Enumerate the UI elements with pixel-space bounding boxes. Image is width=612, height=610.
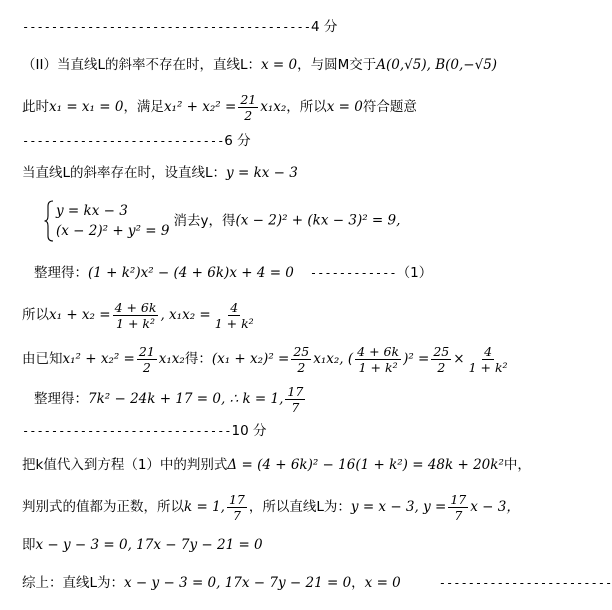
equation: (x − 2)² + y² = 9 [56, 223, 170, 239]
fraction: $\frac{21}{2}$ [138, 344, 155, 375]
fraction: $\frac{17}{7}$ [287, 384, 304, 415]
equation: , x₁x₂ = [160, 307, 211, 323]
fraction: $\frac{17}{7}$ [450, 492, 467, 523]
equation: x₁x₂, ( [313, 351, 354, 367]
equation-tag: （1） [396, 265, 433, 281]
general-form-line [22, 536, 263, 554]
times-sign: × [453, 351, 465, 367]
equation: (x₁ + x₂)² = [211, 351, 290, 367]
equation: y = kx − 3 [226, 165, 298, 181]
fraction: $\frac{4 + 6k}{\text{1 + k²}}$ [357, 344, 400, 375]
text: 判别式的值都为正数，所以 [22, 499, 184, 515]
text: ， [351, 575, 365, 591]
equation: x = 0 [364, 575, 401, 591]
text: （II）当直线L的斜率不存在时，直线L： [22, 57, 262, 73]
separator-dashes: ------------------------ [438, 576, 612, 590]
fraction: $\frac{4}{\text{1 + k²}}$ [214, 300, 254, 331]
text: ，满足 [123, 99, 164, 115]
separator-dashes: ---------------------------------------- [22, 20, 311, 34]
separator-dashes: ---------------------------- [22, 134, 225, 148]
equation: k = 1, [184, 499, 225, 515]
text: 当直线L的斜率存在时，设直线L： [22, 165, 227, 181]
fraction: $\frac{21}{2}$ [240, 92, 257, 123]
equation: x₁ = x₁ = 0 [49, 99, 124, 115]
text: 整理得： [34, 265, 88, 281]
score-line-4 [22, 18, 337, 36]
text: 符合题意 [362, 99, 417, 115]
separator-dashes: ----------------------------- [22, 424, 232, 438]
equation: y = kx − 3 [56, 203, 128, 219]
equation: x − y − 3 = 0, 17x − 7y − 21 = 0 [124, 575, 352, 591]
check-condition-line [22, 92, 417, 123]
separator-dashes: ------------ [309, 266, 397, 280]
given-condition-line [22, 344, 512, 375]
equation: (x − 2)² + (kx − 3)² = 9, [235, 212, 401, 229]
equation: x₁² + x₂² = [62, 351, 135, 367]
case-slope-line [22, 164, 298, 182]
fraction: $\frac{25}{2}$ [293, 344, 310, 375]
text: 整理得： [34, 391, 88, 407]
score-line-10 [22, 422, 267, 440]
fraction: $\frac{25}{2}$ [433, 344, 450, 375]
text: ，与圆M交于 [297, 57, 377, 73]
text: 把k值代入到方程（1）中的判别式 [22, 457, 228, 473]
fraction: $\frac{4}{\text{1 + k²}}$ [468, 344, 508, 375]
solve-k-line [34, 384, 307, 415]
score-label: 6 分 [224, 133, 251, 149]
equation: (1 + k²)x² − (4 + 6k)x + 4 = 0 [88, 265, 294, 281]
text: 所以 [22, 307, 49, 323]
line-equations-line [22, 492, 520, 523]
fraction: $\frac{17}{7}$ [228, 492, 245, 523]
simplify-line [34, 264, 432, 282]
text: 此时 [22, 99, 49, 115]
equation-system [56, 201, 169, 241]
equation: x₁x₂ [158, 351, 185, 367]
text: 由已知 [22, 351, 63, 367]
text: 得： [184, 351, 212, 367]
text: ，所以直线L为： [248, 499, 351, 515]
points: A(0,√5), B(0,−√5) [376, 57, 498, 73]
conclusion-line [22, 574, 612, 592]
equation: Δ = (4 + 6k)² − 16(1 + k²) = 48k + 20k² [227, 457, 504, 473]
equation: x₁² + x₂² = [163, 99, 237, 115]
equation: 7k² − 24k + 17 = 0, ∴ k = 1, [88, 391, 284, 407]
text: ，所以 [286, 99, 327, 115]
equation: y = x − 3, y = [350, 499, 447, 515]
brace-icon [44, 200, 54, 242]
fraction: $\frac{4 + 6k}{\text{1 + k²}}$ [114, 300, 157, 331]
text: 综上：直线L为： [22, 575, 125, 591]
equation: x = 0 [261, 57, 298, 73]
system-line [44, 200, 400, 242]
equation: x − 3， [470, 499, 520, 515]
equation: x − y − 3 = 0, 17x − 7y − 21 = 0 [35, 537, 263, 553]
equation: x = 0 [326, 99, 363, 115]
discriminant-line [22, 456, 531, 474]
vieta-line [22, 300, 258, 331]
equation: )² = [403, 351, 430, 367]
score-label: 4 分 [310, 19, 338, 35]
score-label: 10 分 [231, 423, 267, 439]
text: 即 [22, 537, 36, 553]
score-line-6 [22, 132, 251, 150]
equation: x₁ + x₂ = [49, 307, 111, 323]
equation: x₁x₂ [260, 99, 287, 115]
text: 消去y，得 [173, 212, 236, 229]
text: 中， [503, 457, 531, 473]
case-vertical-line [22, 56, 497, 74]
